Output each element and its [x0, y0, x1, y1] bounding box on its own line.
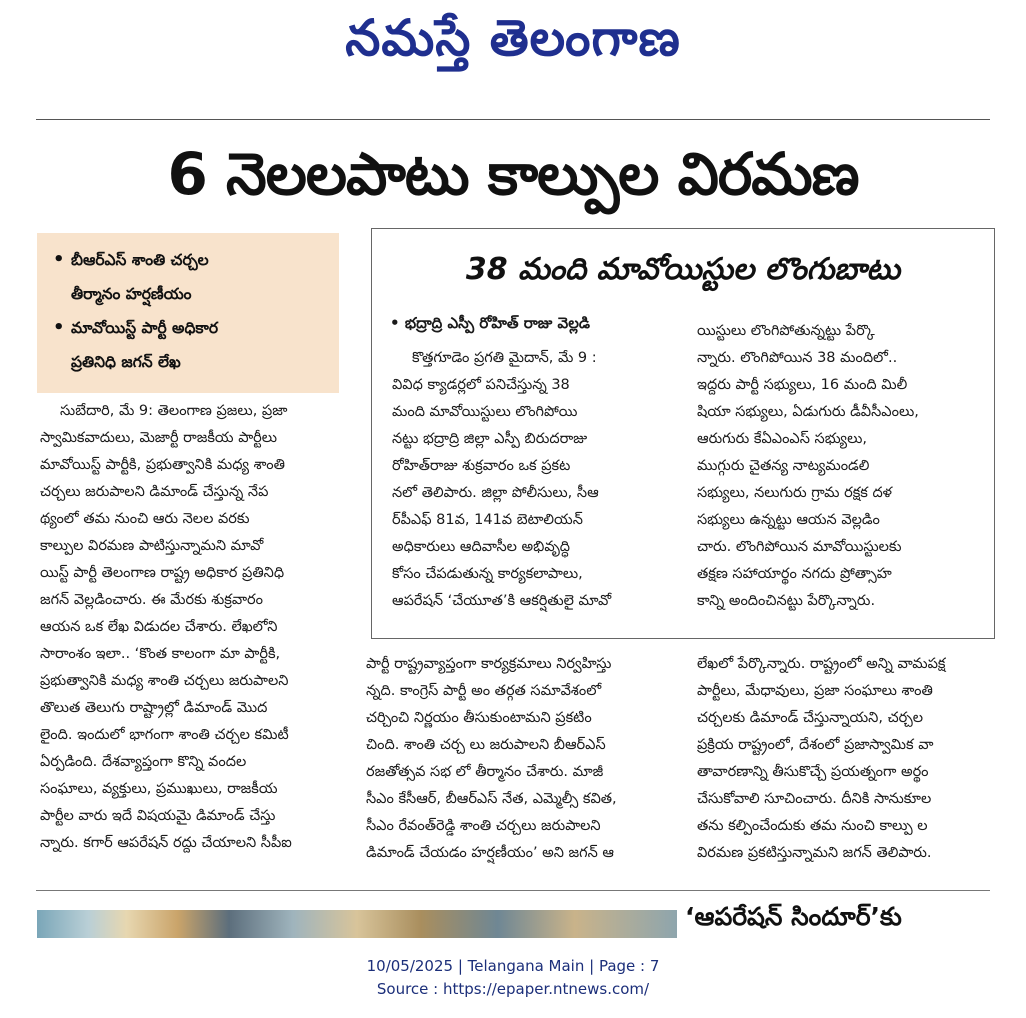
headline: 6 నెలలపాటు కాల్పుల విరమణ — [167, 140, 859, 208]
text-line: వివిధ క్యాడర్లలో పనిచేస్తున్న 38 — [392, 377, 570, 393]
text-line: లేఖలో పేర్కొన్నారు. రాష్ట్రంలో అన్ని వామపక్ష — [697, 656, 946, 672]
text-line: తొలుత తెలుగు రాష్ట్రాల్లో డిమాండ్ మొద — [40, 700, 268, 716]
text-line: ఆపరేషన్ ‘చేయూత’కి ఆకర్షితులై మావో — [392, 593, 612, 609]
text-line: కాన్ని అందించినట్టు పేర్కొన్నారు. — [697, 593, 876, 609]
text-line: నట్టు భద్రాద్రి జిల్లా ఎస్పీ బిరుదరాజు — [392, 431, 588, 447]
article-column-1 — [40, 398, 360, 857]
masthead-logo: నమస్తే తెలంగాణ — [345, 8, 681, 67]
text-line: ర్‌పీఎఫ్ 81వ, 141వ బెటాలియన్ — [392, 512, 583, 528]
footer-date-page: 10/05/2025 | Telangana Main | Page : 7 — [366, 957, 660, 975]
text-line: సభ్యులు ఉన్నట్టు ఆయన వెల్లడిం — [697, 512, 880, 528]
text-line: కాల్పుల విరమణ పాటిస్తున్నామని మావో — [40, 538, 264, 554]
text-line: సీఎం రేవంత్‌రెడ్డి శాంతి చర్చలు జరుపాలని — [366, 818, 601, 834]
text-line: రజతోత్సవ సభ లో తీర్మానం చేశారు. మాజీ — [366, 764, 604, 780]
text-line: న్నారు. కగార్ ఆపరేషన్ రద్దు చేయాలని సీపీఐ — [40, 835, 292, 851]
text-line: మావోయిస్ట్ పార్టీకి, ప్రభుత్వానికి మధ్య శాంతి — [40, 457, 285, 473]
text-line: ఇద్దరు పార్టీ సభ్యులు, 16 మంది మిలీ — [697, 377, 908, 393]
text-line: సభ్యులు, నలుగురు గ్రామ రక్షక దళ — [697, 485, 893, 501]
text-line: న్నది. కాంగ్రెస్ పార్టీ అం తర్గత సమావేశంలో — [366, 683, 602, 699]
highlight-item — [49, 311, 329, 379]
photo-strip — [37, 910, 677, 938]
text-line: చర్చలకు డిమాండ్ చేస్తున్నాయని, చర్చల — [697, 710, 924, 726]
text-line: ముగ్గురు చైతన్య నాట్యమండలి — [697, 458, 870, 474]
text-line: సంఘాలు, వ్యక్తులు, ప్రముఖులు, రాజకీయ — [40, 781, 278, 797]
text-line: చర్చలు జరుపాలని డిమాండ్ చేస్తున్న నేప — [40, 484, 269, 500]
sidebar-story-title: 38 మంది మావోయిస్టుల లొంగుబాటు — [465, 252, 901, 287]
text-line: పార్టీల వారు ఇదే విషయమై డిమాండ్ చేస్తు — [40, 808, 276, 824]
text-line: మంది మావోయిస్టులు లొంగిపోయి — [392, 404, 578, 420]
text-line: ఆయన ఒక లేఖ విడుదల చేశారు. లేఖలోని — [40, 619, 278, 635]
text-line: సుబేదారి, మే 9: తెలంగాణ ప్రజలు, ప్రజా — [60, 403, 288, 419]
highlight-line: • బీఆర్ఎస్ శాంతి చర్చల — [71, 251, 209, 269]
text-line: థ్యంలో తమ నుంచి ఆరు నెలల వరకు — [40, 511, 250, 527]
article-column-3 — [697, 651, 990, 867]
text-line: పార్టీలు, మేధావులు, ప్రజా సంఘాలు శాంతి — [697, 683, 933, 699]
highlight-line: ప్రతినిధి జగన్ లేఖ — [71, 353, 181, 371]
text-line: కొత్తగూడెం ప్రగతి మైదాన్, మే 9 : — [412, 350, 597, 366]
text-line: నలో తెలిపారు. జిల్లా పోలీసులు, సీఆ — [392, 485, 599, 501]
bottom-divider — [36, 890, 990, 891]
text-line: తను కల్పించేందుకు తమ నుంచి కాల్పు ల — [697, 818, 928, 834]
highlight-item — [49, 243, 329, 311]
text-line: విరమణ ప్రకటిస్తున్నామని జగన్ తెలిపారు. — [697, 845, 932, 861]
sidebar-story-bullet: • భద్రాద్రి ఎస్పీ రోహిత్ రాజు వెల్లడి — [390, 314, 590, 336]
text-line: స్వామికవాదులు, మెజార్టీ రాజకీయ పార్టీలు — [40, 430, 278, 446]
article-column-2 — [366, 651, 686, 867]
text-line: సీఎం కేసీఆర్, బీఆర్ఎస్ నేత, ఎమ్మెల్సీ కవిత, — [366, 791, 617, 807]
text-line: చింది. శాంతి చర్చ లు జరుపాలని బీఆర్ఎస్ — [366, 737, 606, 753]
text-line: షియా సభ్యులు, ఏడుగురు డీవీసీఎంలు, — [697, 404, 919, 420]
highlight-line: • మావోయిస్ట్ పార్టీ అధికార — [71, 319, 219, 337]
text-line: ఏర్పడింది. దేశవ్యాప్తంగా కొన్ని వందల — [40, 754, 247, 770]
text-line: ప్రభుత్వానికి మధ్య శాంతి చర్చలు జరుపాలని — [40, 673, 289, 689]
text-line: లైంది. ఇందులో భాగంగా శాంతి చర్చల కమిటీ — [40, 727, 289, 743]
text-line: సారాంశం ఇలా.. ‘కొంత కాలంగా మా పార్టీకి, — [40, 646, 281, 662]
footer-source: Source : https://epaper.ntnews.com/ — [376, 980, 650, 998]
text-line: రోహిత్‌రాజు శుక్రవారం ఒక ప్రకట — [392, 458, 571, 474]
text-line: న్నారు. లొంగిపోయిన 38 మందిలో.. — [697, 350, 898, 366]
text-line: ఆరుగురు కేఏఎంఎస్ సభ్యులు, — [697, 431, 867, 447]
text-line: అధికారులు ఆదివాసీల అభివృద్ధి — [392, 539, 571, 555]
text-line: డిమాండ్ చేయడం హర్షణీయం’ అని జగన్ ఆ — [366, 845, 614, 861]
text-line: చేసుకోవాలి సూచించారు. దీనికి సానుకూల — [697, 791, 932, 807]
text-line: ప్రక్రియ రాష్ట్రంలో, దేశంలో ప్రజాస్వామిక వా — [697, 737, 934, 753]
text-line: చారు. లొంగిపోయిన మావోయిస్టులకు — [697, 539, 902, 555]
text-line: యిస్టులు లొంగిపోతున్నట్టు పేర్కొ — [697, 323, 875, 339]
sidebar-story-column-1 — [392, 345, 682, 615]
masthead-divider — [36, 119, 990, 120]
text-line: జగన్ వెల్లడించారు. ఈ మేరకు శుక్రవారం — [40, 592, 263, 608]
text-line: తక్షణ సహాయార్థం నగదు ప్రోత్సాహ — [697, 566, 892, 582]
text-line: చర్చించి నిర్ణయం తీసుకుంటామని ప్రకటిం — [366, 710, 592, 726]
highlight-line: తీర్మానం హర్షణీయం — [71, 285, 192, 303]
next-story-teaser: ‘ఆపరేషన్ సిందూర్’కు — [685, 902, 902, 931]
sidebar-story-column-2 — [697, 318, 985, 615]
highlights-box — [37, 233, 339, 393]
text-line: యిస్ట్ పార్టీ తెలంగాణ రాష్ట్ర అధికార ప్రతినిధి — [40, 565, 285, 581]
text-line: పార్టీ రాష్ట్రవ్యాప్తంగా కార్యక్రమాలు నిర్వహిస్తు — [366, 656, 612, 672]
text-line: తావారణాన్ని తీసుకొచ్చే ప్రయత్నంగా అర్థం — [697, 764, 929, 780]
text-line: కోసం చేపడుతున్న కార్యకలాపాలు, — [392, 566, 583, 582]
